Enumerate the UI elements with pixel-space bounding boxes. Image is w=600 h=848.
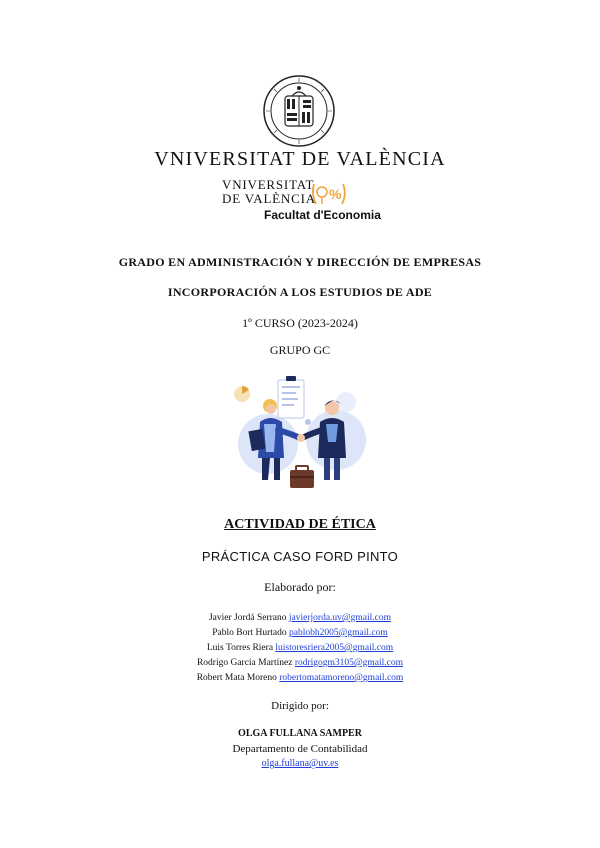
- author-row: [0, 611, 600, 626]
- author-name: Luis Torres Riera: [206, 643, 274, 653]
- authors-list: [0, 611, 600, 686]
- group-label: GRUPO GC: [269, 343, 331, 357]
- faculty-logo-line1: VNIVERSITAT: [222, 177, 315, 192]
- degree-title: GRADO EN ADMINISTRACIÓN Y DIRECCIÓN DE EMPRESAS: [118, 255, 482, 269]
- author-name: Robert Mata Moreno: [196, 673, 277, 683]
- author-name: Rodrigo García Martínez: [196, 658, 293, 668]
- directed-by-label: Dirigido por:: [271, 700, 329, 712]
- author-name: Pablo Bort Hurtado: [212, 628, 287, 638]
- director-email-link[interactable]: olga.fullana@uv.es: [261, 758, 339, 769]
- faculty-logo-mark-text: %: [329, 186, 342, 202]
- faculty-name: Facultat d'Economia: [264, 208, 381, 222]
- director-department: Departamento de Contabilidad: [232, 743, 368, 755]
- author-email-link[interactable]: luistoresriera2005@gmail.com: [275, 643, 394, 653]
- author-row: [0, 656, 600, 671]
- faculty-logo-line2: DE VALÈNCIA: [222, 191, 316, 206]
- handshake-illustration: [228, 372, 374, 496]
- author-email-link[interactable]: javierjorda.uv@gmail.com: [288, 613, 392, 623]
- author-email-link[interactable]: robertomatamoreno@gmail.com: [279, 673, 404, 683]
- faculty-logo-mark-icon: [310, 180, 348, 208]
- author-email-link[interactable]: pablobh2005@gmail.com: [289, 628, 388, 638]
- made-by-label: Elaborado por:: [264, 580, 336, 594]
- faculty-logo: [222, 178, 392, 226]
- course-title: INCORPORACIÓN A LOS ESTUDIOS DE ADE: [167, 285, 433, 299]
- director-name: OLGA FULLANA SAMPER: [238, 728, 362, 739]
- practice-subtitle: PRÁCTICA CASO FORD PINTO: [201, 549, 399, 564]
- author-name: Javier Jordá Serrano: [208, 613, 287, 623]
- academic-year: 1º CURSO (2023-2024): [242, 316, 358, 330]
- activity-title: ACTIVIDAD DE ÉTICA: [224, 517, 376, 532]
- author-row: [0, 671, 600, 686]
- university-seal-logo: [262, 74, 336, 148]
- author-row: [0, 626, 600, 641]
- university-name: VNIVERSITAT DE VALÈNCIA: [154, 148, 446, 170]
- author-row: [0, 641, 600, 656]
- author-email-link[interactable]: rodrigogm3105@gmail.com: [294, 658, 404, 668]
